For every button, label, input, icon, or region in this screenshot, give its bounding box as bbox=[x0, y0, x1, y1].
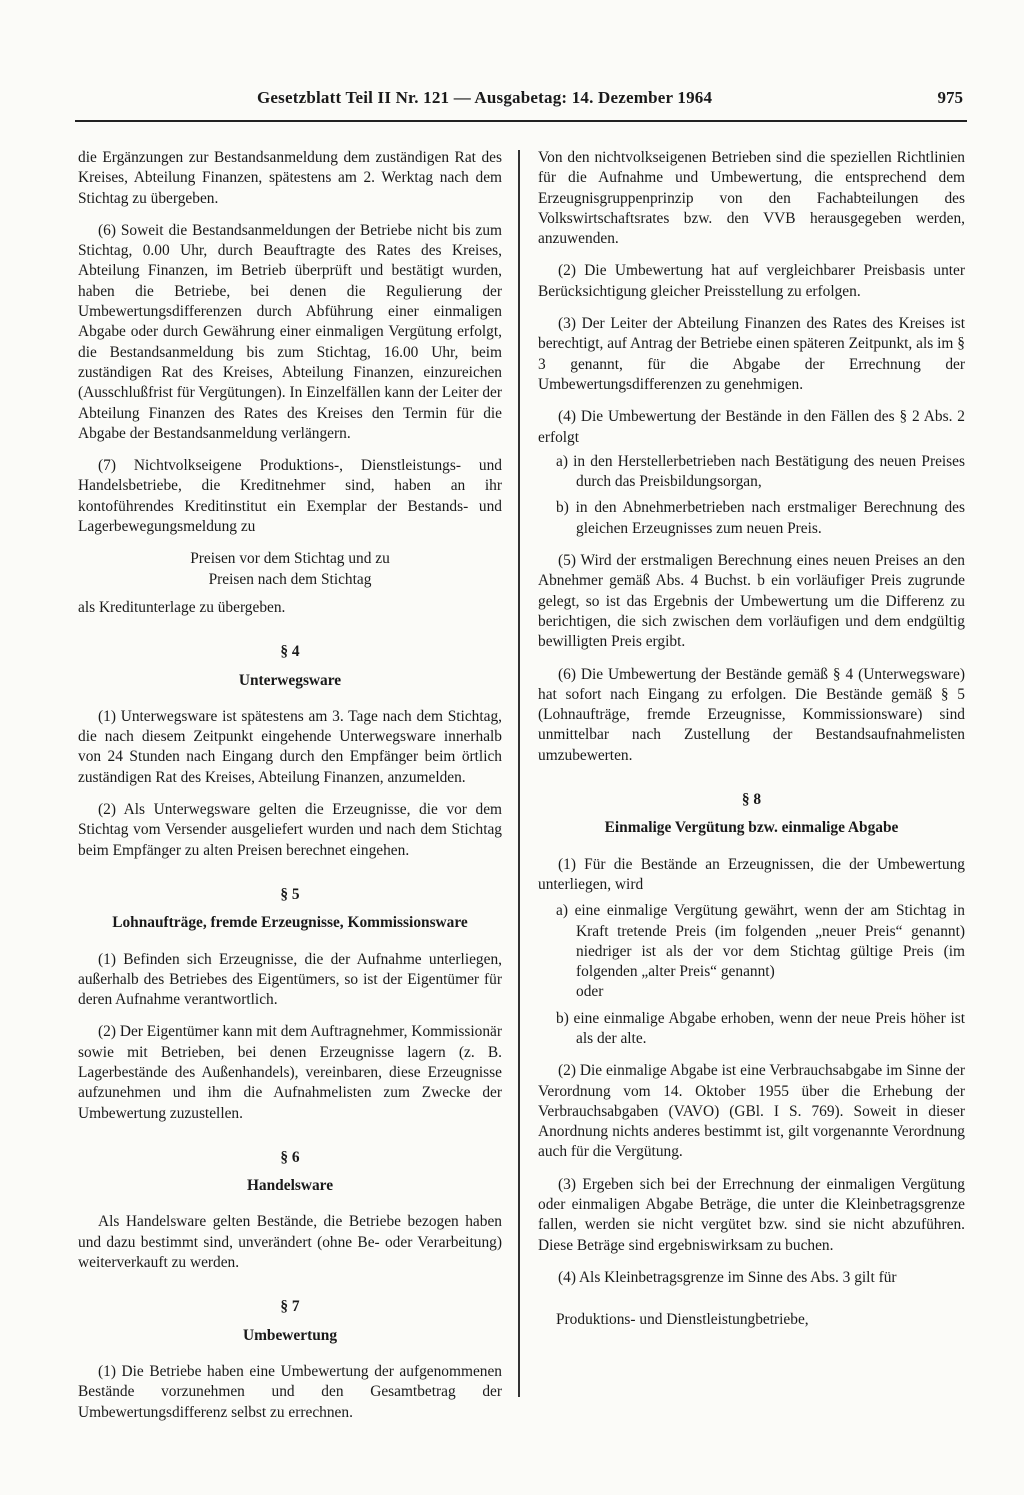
paragraph: (5) Wird der erstmaligen Berechnung eines neuen Preises an den Abnehmer gemäß Abs. 4 Buchst. b ein vorläufiger Preis zugrunde gelegt, so ist das Ergebnis der Umbewertung um die Differenz zu berichtigen, die sich zwischen dem vorläufigen und dem endgültig bewilligten Preis ergibt. bbox=[538, 552, 965, 651]
section-title: Umbewertung bbox=[242, 1326, 338, 1344]
paragraph: (6) Soweit die Bestandsanmeldungen der Betriebe nicht bis zum Stichtag, 0.00 Uhr, durch Beauftragte des Rates des Kreises, Abteilung Finanzen, im Betrieb überprüft und bestätigt wurden, haben die Betriebe, bei denen die Regulierung der Umbewertungsdifferenzen durch Abführung einer einmaligen Abgabe oder durch Gewährung einer einmaligen Vergütung erfolgt, die Bestandsanmeldung bis zum Stichtag, 16.00 Uhr, beim zuständigen Rat des Kreises, Abteilung Finanzen, einzureichen (Ausschlußfrist für Vergütungen). In Einzelfällen kann der Leiter der Abteilung Finanzen des Rates des Kreises den Termin für die Abgabe der Bestandsanmeldung verlängern. bbox=[78, 221, 502, 442]
paragraph: die Ergänzungen zur Bestandsanmeldung dem zuständigen Rat des Kreises, Abteilung Finanzen, spätestens am 2. Werktag nach dem Stichtag zu übergeben. bbox=[78, 149, 502, 207]
section-number: § 4 bbox=[280, 643, 300, 661]
page-header bbox=[75, 88, 967, 122]
paragraph: (2) Als Unterwegsware gelten die Erzeugnisse, die vor dem Stichtag vom Versender ausgeliefert wurden und nach dem Stichtag beim Empfänger zu alten Preisen berechnet eingehen. bbox=[78, 801, 502, 859]
paragraph: (2) Der Eigentümer kann mit dem Auftragnehmer, Kommissionär sowie mit Betrieben, bei denen Erzeugnisse lagern (z. B. Lagerbestände des Außenhandels), vereinbaren, diese Erzeugnisse aufzunehmen und ihm die Aufnahmelisten zum Zwecke der Umbewertung zuzustellen. bbox=[78, 1023, 502, 1122]
paragraph: (1) Für die Bestände an Erzeugnissen, die der Umbewertung unterliegen, wird bbox=[538, 855, 965, 893]
column-divider bbox=[518, 150, 520, 1397]
paragraph: (1) Die Betriebe haben eine Umbewertung der aufgenommenen Bestände vorzunehmen und den Gesamtbetrag der Umbewertungsdifferenz selbst zu errechnen. bbox=[78, 1362, 502, 1421]
paragraph: (2) Die einmalige Abgabe ist eine Verbrauchsabgabe im Sinne der Verordnung vom 14. Oktober 1955 über die Erhebung der Verbrauchsabgaben (VAVO) (GBl. I S. 769). Soweit in dieser Anordnung nichts anderes bestimmt ist, gilt vorgenannte Verordnung auch für die Vergütung. bbox=[538, 1062, 965, 1161]
list-item: b) in den Abnehmerbetrieben nach erstmaliger Berechnung des gleichen Erzeugnisses zum neuen Preis. bbox=[556, 499, 965, 537]
list-item: b) eine einmalige Abgabe erhoben, wenn der neue Preis höher ist als der alte. bbox=[556, 1009, 965, 1047]
paragraph: (1) Befinden sich Erzeugnisse, die der Aufnahme unterliegen, außerhalb des Betriebes des Eigentümers, so ist der Eigentümer für deren Aufnahme verantwortlich. bbox=[78, 950, 502, 1009]
paragraph: (7) Nichtvolkseigene Produktions-, Dienstleistungs- und Handelsbetriebe, die Kreditnehmer sind, haben an ihr kontoführendes Kreditinstitut ein Exemplar der Bestands- und Lagerbewegungsmeldung zu bbox=[78, 457, 502, 536]
paragraph: (1) Unterwegsware ist spätestens am 3. Tage nach dem Stichtag, die nach diesem Zeitpunkt eingehende Unterwegsware innerhalb von 24 Stunden nach Eingang durch den Empfänger beim örtlich zuständigen Rat des Kreises, Abteilung Finanzen, anzumelden. bbox=[78, 707, 502, 786]
paragraph: (6) Die Umbewertung der Bestände gemäß § 4 (Unterwegsware) hat sofort nach Eingang zu erfolgen. Die Bestände gemäß § 5 (Lohnaufträge, fremde Erzeugnisse, Kommissionsware) sind unmittelbar nach Zustellung der Bestandsaufnahmelisten umzubewerten. bbox=[538, 665, 965, 764]
list-item: a) in den Herstellerbetrieben nach Bestätigung des neuen Preises durch das Preisbildungsorgan, bbox=[556, 452, 965, 491]
paragraph: (2) Die Umbewertung hat auf vergleichbarer Preisbasis unter Berücksichtigung gleicher Preisstellung zu erfolgen. bbox=[538, 262, 965, 300]
paragraph: als Kreditunterlage zu übergeben. bbox=[78, 598, 286, 616]
paragraph: (4) Die Umbewertung der Bestände in den Fällen des § 2 Abs. 2 erfolgt bbox=[538, 408, 965, 446]
section-number: § 5 bbox=[280, 885, 300, 903]
section-title: Einmalige Vergütung bzw. einmalige Abgabe bbox=[604, 819, 899, 837]
section-number: § 7 bbox=[280, 1298, 300, 1316]
list-item: a) eine einmalige Vergütung gewährt, wenn der am Stichtag in Kraft tretende Preis (im folgenden „neuer Preis“ genannt) niedriger ist als der vor dem Stichtag gültige Preis (im folgenden „alter Preis“ genannt) bbox=[556, 902, 965, 981]
section-title: Unterwegsware bbox=[238, 671, 342, 689]
paragraph: (3) Ergeben sich bei der Errechnung der einmaligen Vergütung oder einmaligen Abgabe Beträge, die unter die Kleinbetragsgrenze fallen, werden sie nicht vergütet bzw. sind sie nicht abzuführen. Diese Beträge sind ergebniswirksam zu buchen. bbox=[538, 1175, 965, 1254]
section-title: Handelsware bbox=[246, 1177, 334, 1195]
paragraph: Produktions- und Dienstleistungbetriebe, bbox=[556, 1311, 809, 1329]
section-number: § 8 bbox=[741, 791, 762, 809]
paragraph: (4) Als Kleinbetragsgrenze im Sinne des Abs. 3 gilt für bbox=[558, 1268, 897, 1286]
right-column bbox=[538, 148, 965, 1343]
page-number: 975 bbox=[937, 88, 963, 107]
centered-list bbox=[78, 549, 502, 590]
list-connector: oder bbox=[576, 983, 604, 1001]
centered-line: Preisen nach dem Stichtag bbox=[208, 570, 372, 588]
centered-line: Preisen vor dem Stichtag und zu bbox=[190, 550, 390, 568]
paragraph: Von den nichtvolkseigenen Betrieben sind die speziellen Richtlinien für die Aufnahme und Umbewertung, die entsprechend dem Erzeugnisgruppenprinzip von den Fachabteilungen des Volkswirtschaftsrates bzw. den VVB herausgegeben werden, anzuwenden. bbox=[538, 149, 965, 248]
header-title: Gesetzblatt Teil II Nr. 121 — Ausgabetag: 14. Dezember 1964 bbox=[257, 88, 713, 107]
section-number: § 6 bbox=[280, 1148, 300, 1166]
paragraph: (3) Der Leiter der Abteilung Finanzen des Rates des Kreises ist berechtigt, auf Antrag der Betriebe einen späteren Zeitpunkt, als im § 3 genannt, für die Abgabe der Errechnung der Umbewertungsdifferenzen zu genehmigen. bbox=[538, 315, 965, 393]
left-column bbox=[78, 148, 502, 1435]
section-title: Lohnaufträge, fremde Erzeugnisse, Kommissionsware bbox=[112, 914, 468, 932]
paragraph: Als Handelsware gelten Bestände, die Betriebe bezogen haben und dazu bestimmt sind, unverändert (ohne Be- oder Verarbeitung) weiterverkauft zu werden. bbox=[78, 1213, 502, 1272]
